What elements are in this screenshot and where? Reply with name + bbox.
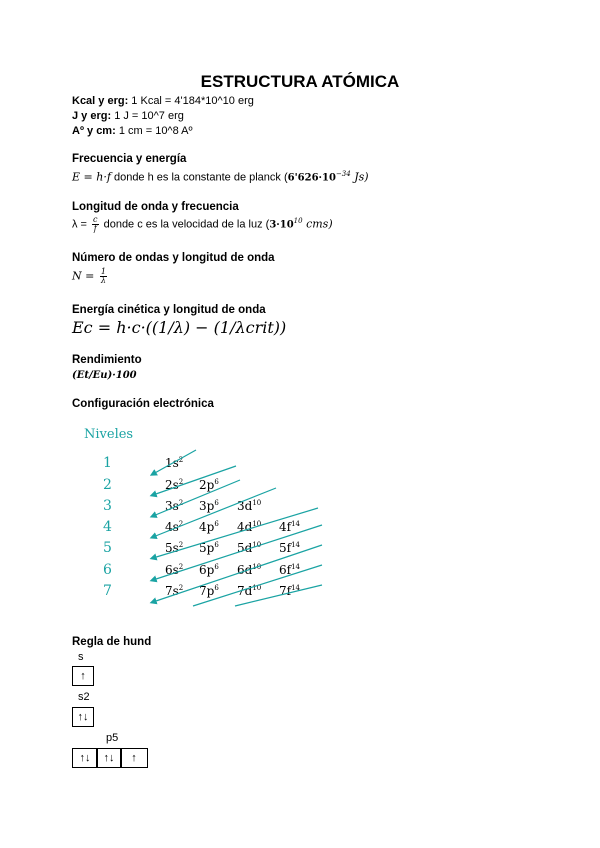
formula-lambda-lhs: λ = — [72, 218, 91, 231]
arrow-4d5p6s — [153, 525, 322, 580]
orbital-3s: $3s^2$ — [165, 499, 184, 513]
orbital-box-s2: ↑↓ — [72, 707, 94, 727]
formula-description: donde c es la velocidad de la luz ( — [100, 218, 270, 231]
arrow-1s — [153, 450, 196, 474]
level-number: 6 — [103, 562, 112, 578]
fraction-denominator: f — [93, 224, 97, 233]
conversion-label: J y erg: — [72, 110, 112, 122]
light-speed-exponent: 10 — [293, 216, 303, 225]
orbital-4s: $4s^2$ — [165, 520, 184, 534]
planck-exponent: −34 — [335, 170, 351, 178]
orbital-7f: $7f^{14}$ — [279, 584, 300, 598]
level-number: 4 — [103, 519, 112, 535]
heading-rendimiento: Rendimiento — [72, 354, 142, 366]
conversion-label: Aº y cm: — [72, 125, 116, 137]
orbital-7s: $7s^2$ — [165, 584, 184, 598]
orbital-5p: $5p^6$ — [199, 541, 219, 555]
orbital-7d: $7d^{10}$ — [237, 584, 262, 598]
heading-regla-hund: Regla de hund — [72, 636, 152, 648]
planck-value: 6'626·10 — [287, 172, 336, 184]
orbital-4f: $4f^{14}$ — [279, 520, 300, 534]
planck-unit: Js) — [350, 170, 369, 184]
niveles-label: Niveles — [84, 427, 134, 442]
level-number: 2 — [103, 477, 112, 493]
heading-numero-ondas: Número de ondas y longitud de onda — [72, 252, 275, 264]
heading-longitud-frecuencia: Longitud de onda y frecuencia — [72, 201, 239, 213]
arrow-2p3s — [153, 480, 240, 516]
orbital-4p: $4p^6$ — [199, 520, 219, 534]
conversion-text: 1 Kcal = 4'184*10^10 erg — [128, 95, 254, 107]
formula-rendimiento: (Et/Eu)·100 — [72, 370, 137, 381]
orbital-5f: $5f^{14}$ — [279, 541, 300, 555]
fraction-numerator: 1 — [100, 267, 106, 276]
level-number: 5 — [103, 540, 112, 556]
formula-energia-cinetica: Ec = h·c·((1/λ) − (1/λcrit)) — [72, 318, 287, 337]
light-speed-unit: cms) — [302, 217, 333, 231]
arrow-3d4p5s — [153, 508, 318, 558]
conversion-text: 1 cm = 10^8 Aº — [115, 125, 193, 137]
orbital-5s: $5s^2$ — [165, 541, 184, 555]
formula-n-lhs: N = — [72, 269, 98, 283]
level-number: 7 — [103, 583, 112, 599]
fraction-numerator: c — [93, 215, 98, 224]
orbital-6f: $6f^{14}$ — [279, 563, 300, 577]
heading-configuracion: Configuración electrónica — [72, 398, 214, 410]
orbital-4d: $4d^{10}$ — [237, 520, 262, 534]
heading-frecuencia-energia: Frecuencia y energía — [72, 153, 187, 165]
light-speed-value: 3·10 — [269, 219, 294, 231]
arrow-5f6d7p — [193, 565, 322, 606]
page-title: ESTRUCTURA ATÓMICA — [200, 72, 400, 91]
orbital-7p: $7p^6$ — [199, 584, 219, 598]
orbital-2p: $2p^6$ — [199, 478, 219, 492]
label-s: s — [78, 651, 84, 663]
formula-e-hf: E = h·f — [72, 170, 111, 184]
label-s2: s2 — [78, 691, 90, 703]
orbital-2s: $2s^2$ — [165, 478, 184, 492]
formula-description: donde h es la constante de planck ( — [110, 171, 288, 184]
orbital-6d: $6d^{10}$ — [237, 563, 262, 577]
orbital-box-p5-1: ↑↓ — [72, 748, 98, 768]
conversion-label: Kcal y erg: — [72, 95, 129, 107]
conversion-text: 1 J = 10^7 erg — [111, 110, 184, 122]
orbital-6s: $6s^2$ — [165, 563, 184, 577]
label-p5: p5 — [106, 732, 119, 744]
orbital-box-p5-2: ↑↓ — [96, 748, 122, 768]
arrow-2s — [153, 466, 236, 495]
level-number: 3 — [103, 498, 112, 514]
orbital-6p: $6p^6$ — [199, 563, 219, 577]
orbital-box-s: ↑ — [72, 666, 94, 686]
orbital-5d: $5d^{10}$ — [237, 541, 262, 555]
level-number: 1 — [103, 455, 112, 471]
orbital-3d: $3d^{10}$ — [237, 499, 262, 513]
fraction-denominator: λ — [100, 276, 106, 285]
orbital-3p: $3p^6$ — [199, 499, 219, 513]
orbital-1s: $1s^2$ — [165, 456, 184, 470]
arrow-3p4s — [153, 488, 276, 537]
heading-energia-cinetica: Energía cinética y longitud de onda — [72, 304, 266, 316]
orbital-box-p5-3: ↑ — [120, 748, 148, 768]
